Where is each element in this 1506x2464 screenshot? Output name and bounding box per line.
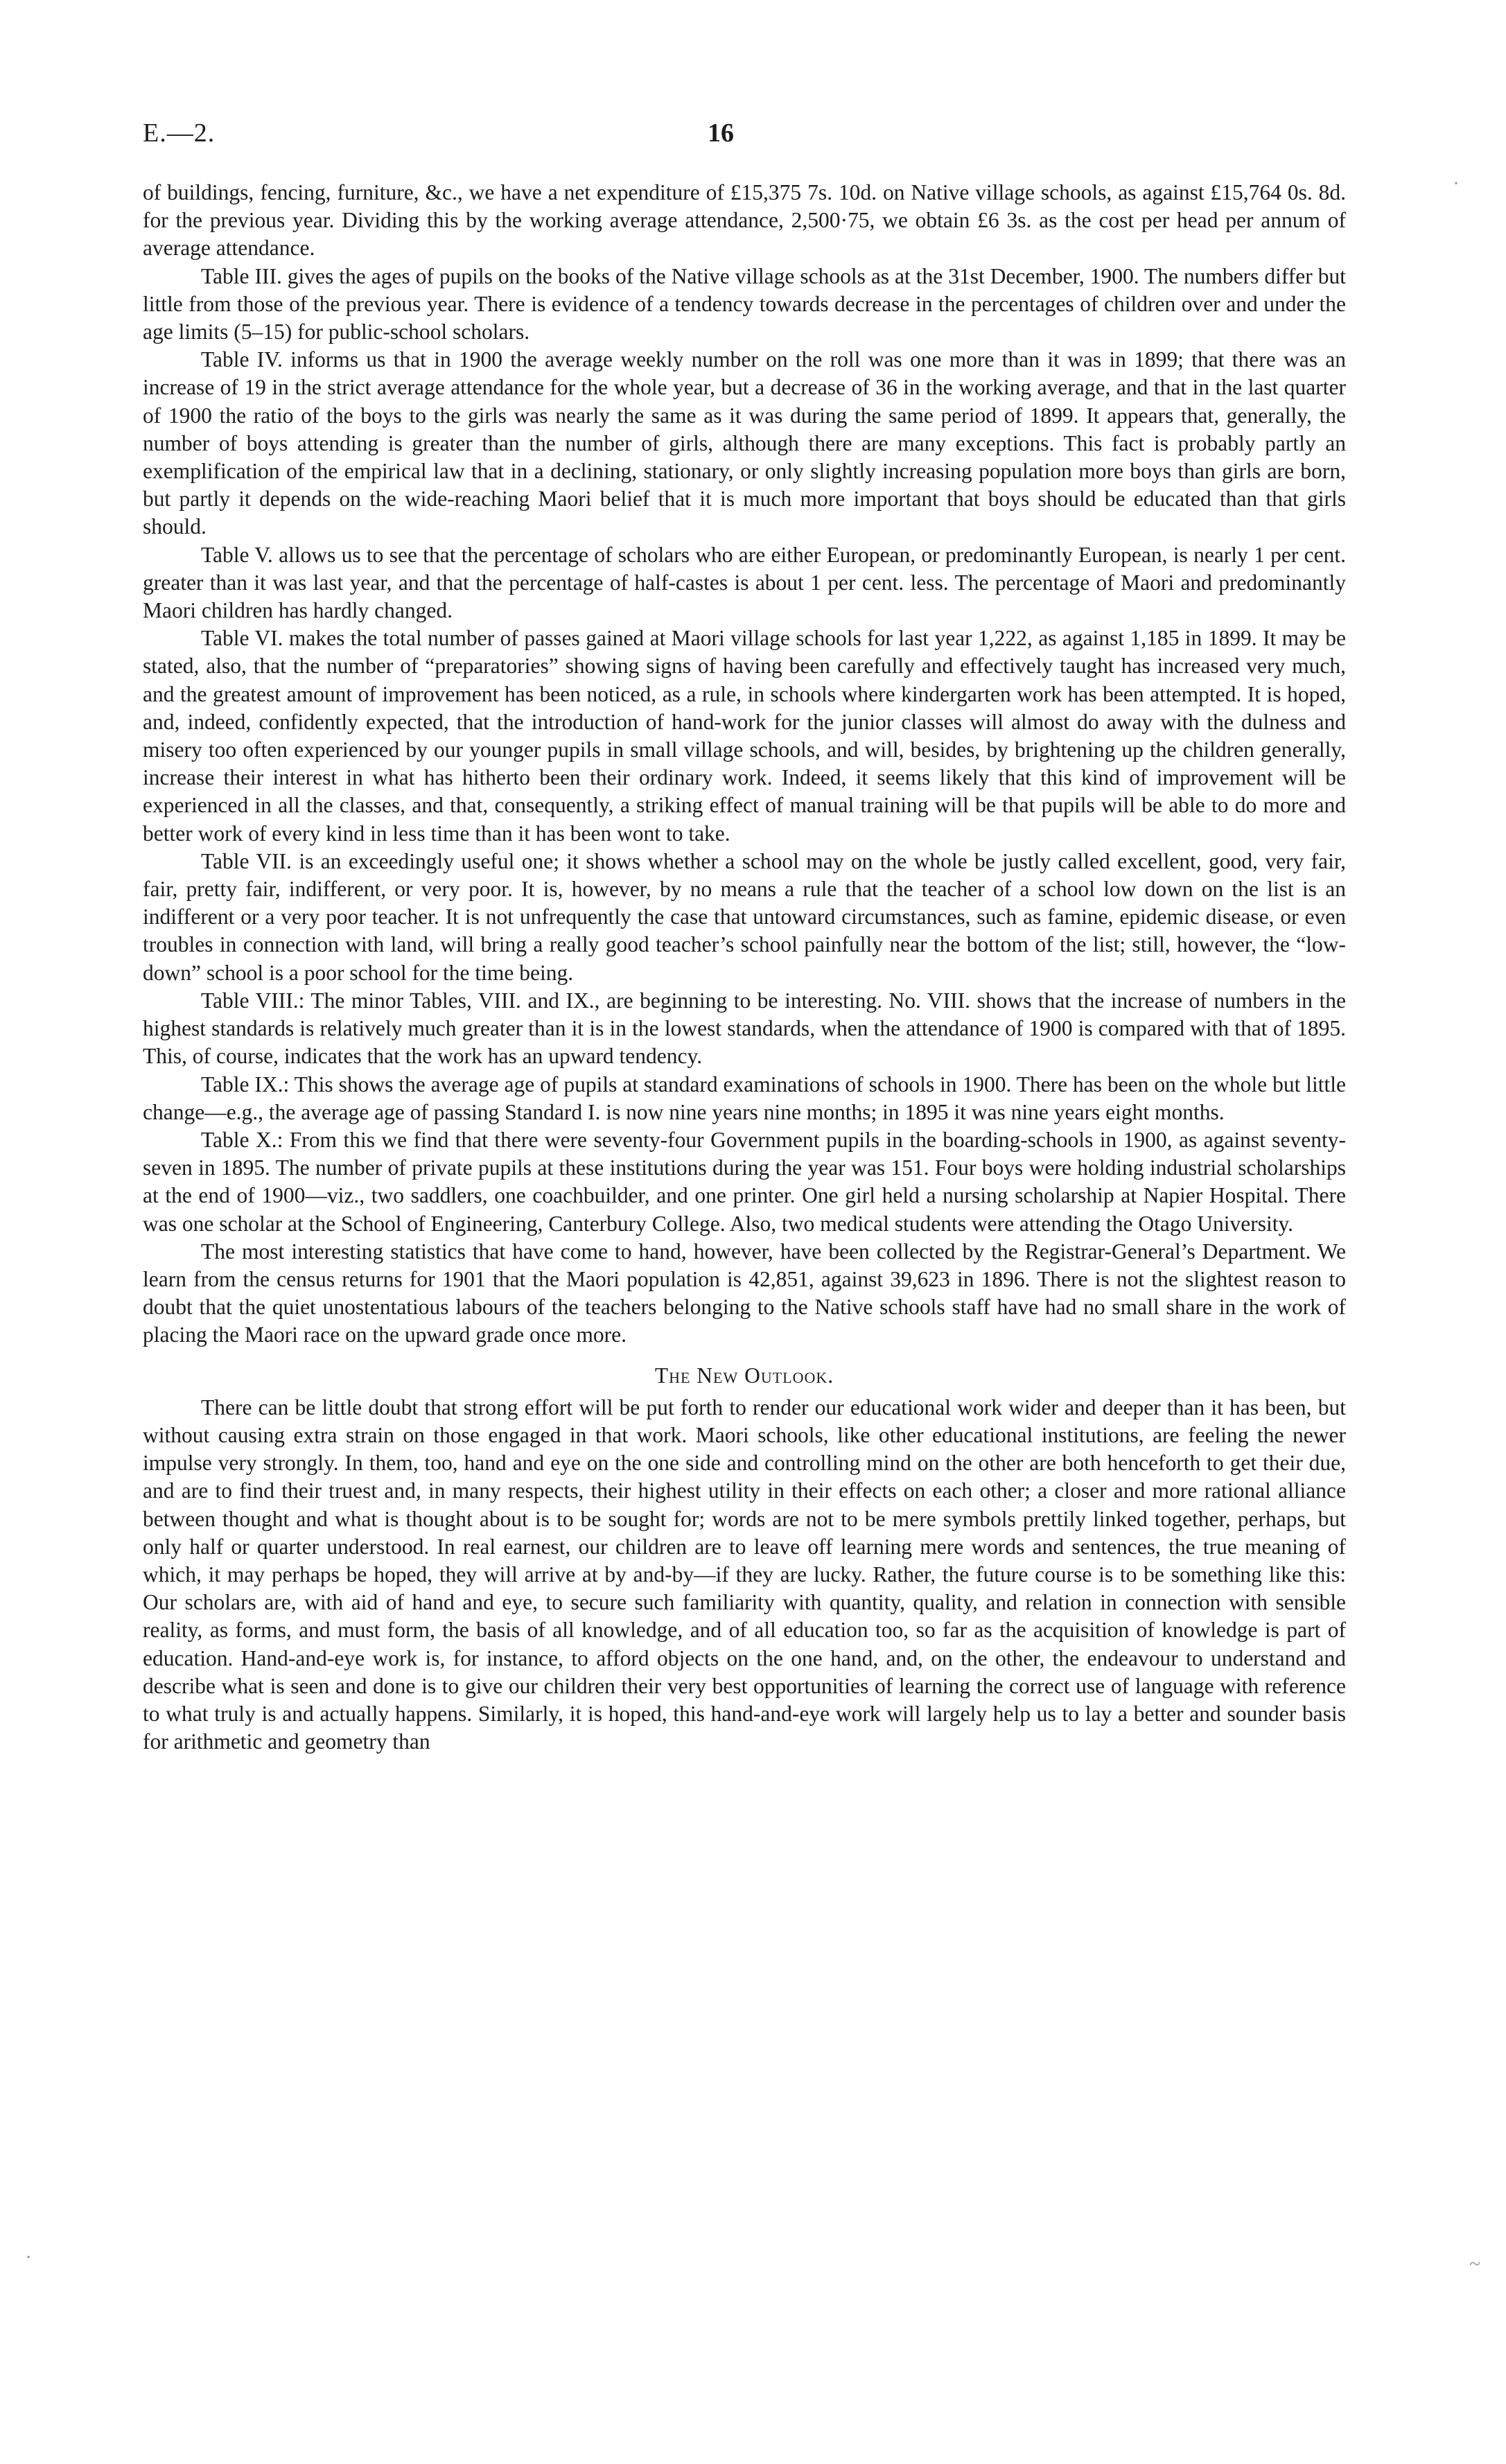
- paragraph-table-vi: Table VI. makes the total number of passes gained at Maori village schools for last year 1,222, as against 1,185 in 1899. It may be stated, also, that the number of “preparatories” showing signs of having been carefully and effectively taught has increased very much, and the greatest amount of improvement has been noticed, as a rule, in schools where kindergarten work has been attempted. It is hoped, and, indeed, confidently expected, that the introduction of hand-work for the junior classes will almost do away with the dulness and misery too often experienced by our younger pupils in small village schools, and will, besides, by brightening up the children generally, increase their interest in what has hitherto been their ordinary work. Indeed, it seems likely that this kind of improvement will be experienced in all the classes, and that, consequently, a striking effect of manual training will be that pupils will be able to do more and better work of every kind in less time than it has been wont to take.: [143, 626, 1346, 846]
- paragraph-table-iv: Table IV. informs us that in 1900 the average weekly number on the roll was one more than it was in 1899; that there was an increase of 19 in the strict average attendance for the whole year, but a decrease of 36 in the working average, and that in the last quarter of 1900 the ratio of the boys to the girls was nearly the same as it was during the same period of 1899. It appears that, generally, the number of boys attending is greater than the number of girls, although there are many exceptions. This fact is probably partly an exemplification of the empirical law that in a declining, stationary, or only slightly increasing population more boys than girls are born, but partly it depends on the wide-reaching Maori belief that it is much more important that boys should be educated than that girls should.: [143, 347, 1346, 539]
- document-page: [143, 119, 1346, 1756]
- paragraph-table-x: Table X.: From this we find that there were seventy-four Government pupils in the boarding-schools in 1900, as against seventy-seven in 1895. The number of private pupils at these institutions during the year was 151. Four boys were holding industrial scholarships at the end of 1900—viz., two saddlers, one coachbuilder, and one printer. One girl held a nursing scholarship at Napier Hospital. There was one scholar at the School of Engineering, Canterbury College. Also, two medical students were attending the Otago University.: [143, 1127, 1346, 1236]
- paragraph-table-ix: Table IX.: This shows the average age of pupils at standard examinations of schools in 1900. There has been on the whole but little change—e.g., the average age of passing Standard I. is now nine years nine months; in 1895 it was nine years eight months.: [143, 1072, 1346, 1124]
- paragraph-new-outlook: There can be little doubt that strong effort will be put forth to render our educational work wider and deeper than it has been, but without causing extra strain on those engaged in that work. Maori schools, like other educational institutions, are feeling the newer impulse very strongly. In them, too, hand and eye on the one side and controlling mind on the other are both henceforth to get their due, and are to find their truest and, in many respects, their highest utility in their effects on each other; a closer and more rational alliance between thought and what is thought about is to be sought for; words are not to be mere symbols prettily linked together, perhaps, but only half or quarter understood. In real earnest, our children are to leave off learning mere words and sentences, the true meaning of which, it may perhaps be hoped, they will arrive at by and-by—if they are lucky. Rather, the future course is to be something like this: Our scholars are, with aid of hand and eye, to secure such familiarity with quantity, quality, and relation in connection with sensible reality, as forms, and must form, the basis of all knowledge, and of all education too, so far as the acquisition of knowledge is part of education. Hand-and-eye work is, for instance, to afford objects on the one hand, and, on the other, the endeavour to understand and describe what is seen and done is to give our children their very best opportunities of learning the correct use of language with reference to what truly is and actually happens. Similarly, it is hoped, this hand-and-eye work will largely help us to lay a better and sounder basis for arithmetic and geometry than: [143, 1395, 1346, 1754]
- scan-speck-mark: ~: [1469, 2253, 1481, 2275]
- paragraph-expenditure: of buildings, fencing, furniture, &c., we have a net expenditure of £15,375 7s. 10d. on Native village schools, as against £15,764 0s. 8d. for the previous year. Dividing this by the working average attendance, 2,500·75, we obtain £6 3s. as the cost per head per annum of average attendance.: [143, 180, 1346, 261]
- page-number: 16: [708, 119, 734, 148]
- page-header: [143, 119, 1346, 161]
- document-body: [143, 179, 1346, 1756]
- section-heading-new-outlook: The New Outlook.: [654, 1363, 834, 1388]
- scan-speck-mark: ·: [25, 2246, 32, 2269]
- paragraph-table-viii: Table VIII.: The minor Tables, VIII. and IX., are beginning to be interesting. No. VIII. shows that the increase of numbers in the highest standards is relatively much greater than it is in the lowest standards, when the attendance of 1900 is compared with that of 1895. This, of course, indicates that the work has an upward tendency.: [143, 988, 1346, 1069]
- scan-speck-mark: ·: [1453, 172, 1460, 195]
- paragraph-table-iii: Table III. gives the ages of pupils on the books of the Native village schools as at the 31st December, 1900. The numbers differ but little from those of the previous year. There is evidence of a tendency towards decrease in the percentages of children over and under the age limits (5–15) for public-school scholars.: [143, 263, 1346, 344]
- document-reference: E.—2.: [143, 119, 216, 148]
- paragraph-census: The most interesting statistics that have come to hand, however, have been collected by the Registrar-General’s Department. We learn from the census returns for 1901 that the Maori population is 42,851, against 39,623 in 1896. There is not the slightest reason to doubt that the quiet unostentatious labours of the teachers belonging to the Native schools staff have had no small share in the work of placing the Maori race on the upward grade once more.: [143, 1239, 1346, 1347]
- paragraph-table-v: Table V. allows us to see that the percentage of scholars who are either European, or predominantly European, is nearly 1 per cent. greater than it was last year, and that the percentage of half-castes is about 1 per cent. less. The percentage of Maori and predominantly Maori children has hardly changed.: [143, 542, 1346, 623]
- paragraph-table-vii: Table VII. is an exceedingly useful one; it shows whether a school may on the whole be justly called excellent, good, very fair, fair, pretty fair, indifferent, or very poor. It is, however, by no means a rule that the teacher of a school low down on the list is an indifferent or a very poor teacher. It is not unfrequently the case that untoward circumstances, such as famine, epidemic disease, or even troubles in connection with land, will bring a really good teacher’s school painfully near the bottom of the list; still, however, the “low-down” school is a poor school for the time being.: [143, 848, 1346, 985]
